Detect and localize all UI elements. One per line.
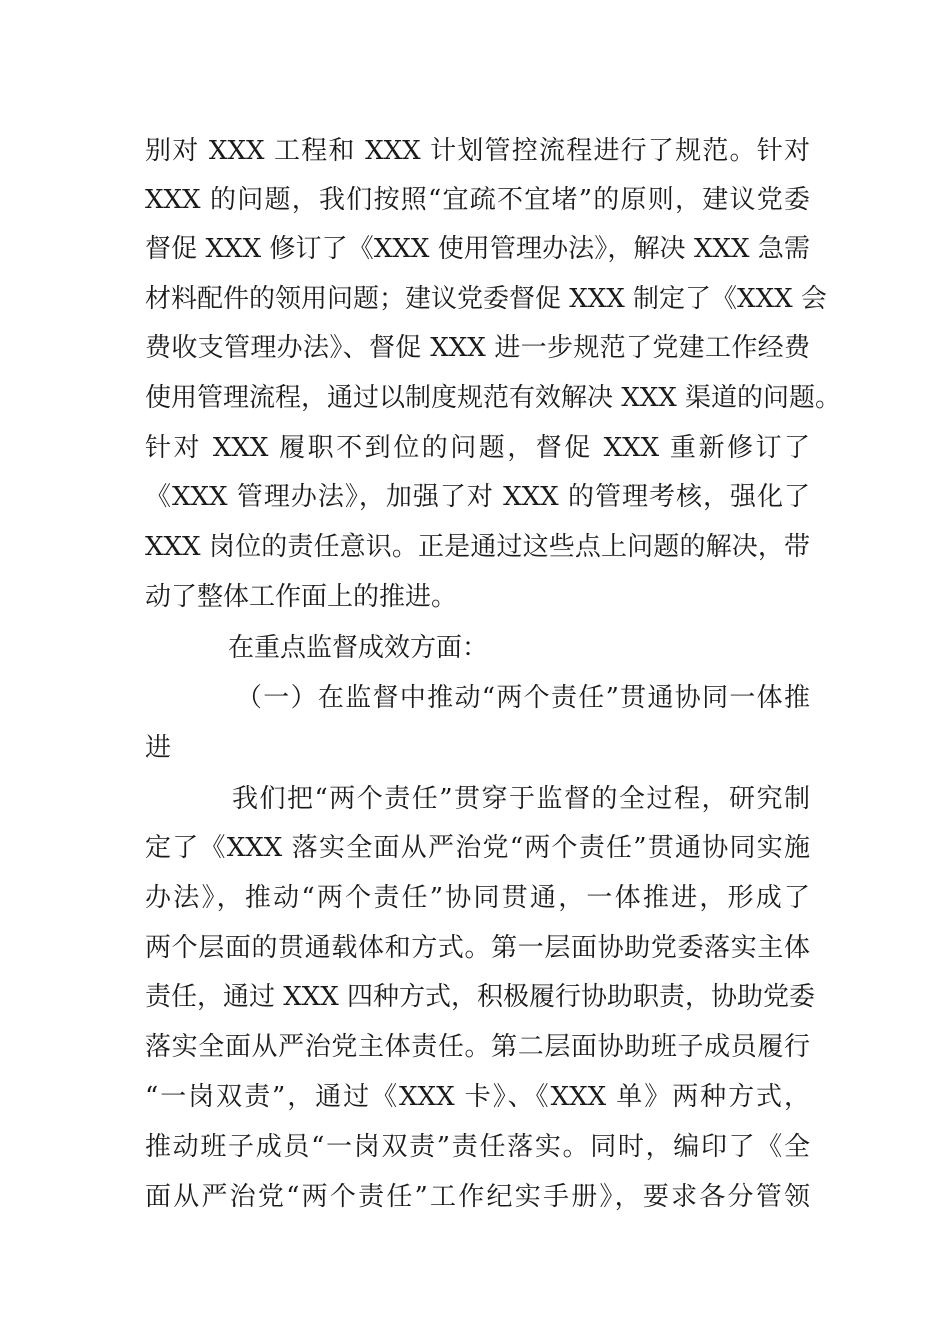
paragraph-line: 责任，通过 XXX 四种方式，积极履行协助职责，协助党委 <box>145 982 816 1012</box>
paragraph-line: 两个层面的贯通载体和方式。第一层面协助党委落实主体 <box>145 933 810 963</box>
paragraph-line: 使用管理流程，通过以制度规范有效解决 XXX 渠道的问题。 <box>145 383 842 413</box>
paragraph-line: “一岗双责”，通过《XXX 卡》、《XXX 单》两种方式， <box>145 1082 810 1112</box>
paragraph-line: 推动班子成员“一岗双责”责任落实。同时，编印了《全 <box>145 1132 810 1162</box>
paragraph-line: XXX 岗位的责任意识。正是通过这些点上问题的解决，带 <box>145 532 810 562</box>
paragraph-line: 办法》，推动“两个责任”协同贯通，一体推进，形成了 <box>145 883 810 913</box>
subsection-heading-line: （一）在监督中推动“两个责任”贯通协同一体推 <box>236 683 810 713</box>
paragraph-line: 动了整体工作面上的推进。 <box>145 582 458 612</box>
paragraph-line: 我们把“两个责任”贯穿于监督的全过程，研究制 <box>232 784 810 814</box>
paragraph-line: 落实全面从严治党主体责任。第二层面协助班子成员履行 <box>145 1032 810 1062</box>
paragraph-line: 定了《XXX 落实全面从严治党“两个责任”贯通协同实施 <box>145 833 810 863</box>
paragraph-line: 针对 XXX 履职不到位的问题，督促 XXX 重新修订了 <box>145 433 810 463</box>
paragraph-line: 督促 XXX 修订了《XXX 使用管理办法》，解决 XXX 急需 <box>145 234 810 264</box>
paragraph-line: 材料配件的领用问题；建议党委督促 XXX 制定了《XXX 会 <box>145 284 827 314</box>
paragraph-line: 《XXX 管理办法》，加强了对 XXX 的管理考核，强化了 <box>145 482 810 512</box>
paragraph-line: 费收支管理办法》、督促 XXX 进一步规范了党建工作经费 <box>145 333 810 363</box>
paragraph-line: 面从严治党“两个责任”工作纪实手册》，要求各分管领 <box>145 1182 810 1212</box>
paragraph-line: 别对 XXX 工程和 XXX 计划管控流程进行了规范。针对 <box>145 136 810 166</box>
section-heading: 在重点监督成效方面： <box>228 633 489 663</box>
subsection-heading-line: 进 <box>145 733 172 763</box>
paragraph-line: XXX 的问题，我们按照“宜疏不宜堵”的原则，建议党委 <box>145 185 810 215</box>
